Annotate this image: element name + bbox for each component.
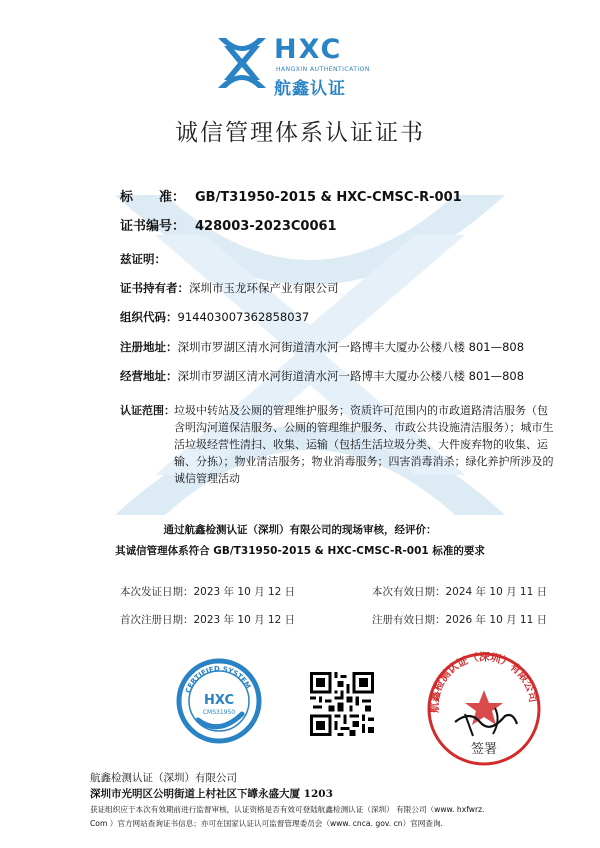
certified-system-badge bbox=[176, 658, 262, 744]
evaluation-line-1: 通过航鑫检测认证（深圳）有限公司的现场审核，经评价： bbox=[163, 524, 437, 536]
holder-value: 深圳市玉龙环保产业有限公司 bbox=[189, 281, 339, 295]
cert-number-value: 428003-2023C0061 bbox=[195, 219, 337, 234]
scope-label: 认证范围： bbox=[120, 404, 175, 417]
reg-address-label: 注册地址： bbox=[120, 340, 178, 354]
reg-address-row bbox=[120, 339, 524, 355]
footer-note-1: 获证组织应于本次有效期前进行监督审核，认证资格是否有效可登陆航鑫检测认证（深圳） 有限公司（www. hxfwrz. bbox=[90, 805, 485, 814]
badge-code: CMS31950 bbox=[202, 709, 236, 716]
badge-top-text: CERTIFIED SYSTEM bbox=[184, 664, 253, 695]
logo-subtitle: HANGXIN AUTHENTICATION bbox=[276, 66, 370, 73]
footer-company: 航鑫检测认证（深圳）有限公司 bbox=[90, 772, 237, 784]
issue-date: 本次发证日期：2023 年 10 月 12 日 bbox=[120, 586, 296, 598]
badge-brand: HXC bbox=[204, 693, 234, 708]
standard-label: 标 准： bbox=[120, 190, 186, 205]
hxc-logo-icon bbox=[214, 34, 270, 92]
reg-valid-date: 注册有效日期：2026 年 10 月 11 日 bbox=[372, 614, 548, 626]
org-code-value: 914403007362858037 bbox=[177, 310, 310, 324]
seal-label: 签署 bbox=[470, 742, 498, 757]
biz-address-row bbox=[120, 368, 524, 384]
certificate-title: 诚信管理体系认证证书 bbox=[175, 120, 425, 146]
standard-row bbox=[120, 186, 462, 205]
logo-brand: HXC bbox=[274, 34, 343, 65]
org-code-label: 组织代码： bbox=[120, 310, 178, 324]
holder-label: 证书持有者： bbox=[120, 281, 189, 295]
first-reg-date: 首次注册日期：2023 年 10 月 12 日 bbox=[120, 614, 296, 626]
footer-note-2: Com ）官方网站查询证书信息；亦可在国家认证认可监督管理委员会（www. cnca. gov. cn）官网查询. bbox=[90, 819, 443, 828]
holder-row bbox=[120, 280, 339, 296]
footer-address: 深圳市光明区公明街道上村社区下罉永盛大厦 1203 bbox=[90, 788, 333, 800]
certify-label: 兹证明： bbox=[120, 252, 166, 266]
org-code-row bbox=[120, 309, 309, 325]
standard-value: GB/T31950-2015 & HXC-CMSC-R-001 bbox=[195, 190, 462, 205]
scope-text: 垃圾中转站及公厕的管理维护服务；资质许可范围内的市政道路清洁服务（包含明沟河道保洁服务、公厕的管理维护服务、市政公共设施清洁服务）；城市生活垃圾经营性清扫、收集、运输（包括生活垃圾分类、大件废弃物的收集、运输、分拣）；物业清洁服务；物业消毒服务；四害消毒消杀；绿化养护所涉及的诚信管理活动 bbox=[174, 404, 554, 485]
company-logo bbox=[214, 30, 370, 100]
qr-code[interactable] bbox=[310, 672, 374, 736]
certify-row bbox=[120, 251, 166, 267]
reg-address-value: 深圳市罗湖区清水河街道清水河一路博丰大厦办公楼八楼 801—808 bbox=[177, 340, 525, 354]
seal-ring-text: 航鑫检测认证（深圳）有限公司 bbox=[428, 651, 539, 714]
biz-address-label: 经营地址： bbox=[120, 369, 178, 383]
evaluation-line-2: 其诚信管理体系符合 GB/T31950-2015 & HXC-CMSC-R-001 标准的要求 bbox=[115, 545, 485, 557]
company-seal bbox=[425, 650, 543, 768]
cert-number-row bbox=[120, 215, 337, 234]
cert-number-label: 证书编号： bbox=[120, 219, 186, 234]
logo-name-cn: 航鑫认证 bbox=[274, 79, 346, 99]
biz-address-value: 深圳市罗湖区清水河街道清水河一路博丰大厦办公楼八楼 801—808 bbox=[177, 369, 525, 383]
valid-date: 本次有效日期：2024 年 10 月 11 日 bbox=[372, 586, 548, 598]
